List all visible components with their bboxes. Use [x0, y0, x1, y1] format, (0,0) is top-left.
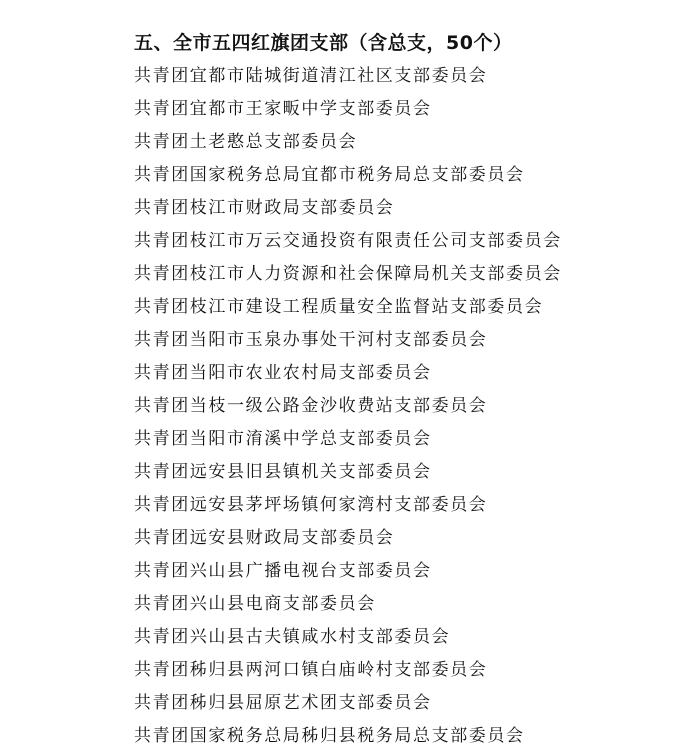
list-item: 共青团兴山县电商支部委员会	[134, 594, 376, 614]
section-heading: 五、全市五四红旗团支部（含总支，50个）	[134, 32, 513, 54]
list-item: 共青团宜都市王家畈中学支部委员会	[134, 99, 432, 119]
list-item: 共青团兴山县广播电视台支部委员会	[134, 561, 432, 581]
list-item: 共青团秭归县屈原艺术团支部委员会	[134, 693, 432, 713]
list-item: 共青团土老憨总支部委员会	[134, 132, 358, 152]
list-item: 共青团宜都市陆城街道清江社区支部委员会	[134, 66, 488, 86]
list-item: 共青团国家税务总局秭归县税务局总支部委员会	[134, 726, 525, 746]
list-item: 共青团国家税务总局宜都市税务局总支部委员会	[134, 165, 525, 185]
list-item: 共青团当阳市淯溪中学总支部委员会	[134, 429, 432, 449]
list-item: 共青团枝江市财政局支部委员会	[134, 198, 395, 218]
list-item: 共青团枝江市万云交通投资有限责任公司支部委员会	[134, 231, 562, 251]
list-item: 共青团远安县旧县镇机关支部委员会	[134, 462, 432, 482]
list-item: 共青团当枝一级公路金沙收费站支部委员会	[134, 396, 488, 416]
list-item: 共青团远安县财政局支部委员会	[134, 528, 395, 548]
list-item: 共青团当阳市农业农村局支部委员会	[134, 363, 432, 383]
branch-list	[134, 62, 562, 755]
list-item: 共青团秭归县两河口镇白庙岭村支部委员会	[134, 660, 488, 680]
list-item: 共青团枝江市人力资源和社会保障局机关支部委员会	[134, 264, 562, 284]
list-item: 共青团枝江市建设工程质量安全监督站支部委员会	[134, 297, 544, 317]
list-item: 共青团当阳市玉泉办事处干河村支部委员会	[134, 330, 488, 350]
list-item: 共青团远安县茅坪场镇何家湾村支部委员会	[134, 495, 488, 515]
list-item: 共青团兴山县古夫镇咸水村支部委员会	[134, 627, 451, 647]
